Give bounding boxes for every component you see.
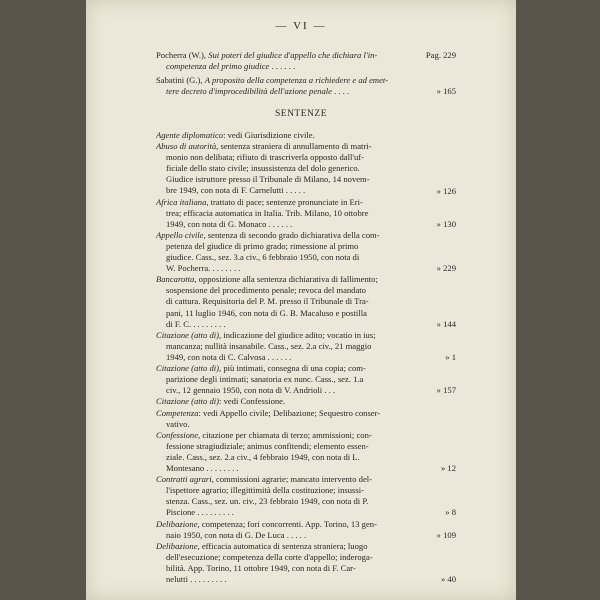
page-number: — VI — [275,20,327,32]
entry-heading: Agente diplomatico [156,130,224,140]
entry-text-line: fessione stragiudiziale; animus confitendi; elemento essen- [166,440,369,451]
entry-text-line: Piscione . . . . . . . . . [166,507,234,518]
sentenza-entry [156,430,520,474]
page-ref: » 1 [445,352,456,362]
page-ref: » 144 [436,318,456,329]
entry-text-line: l'ispettore agrario; illegittimità della costituzione; insussi- [166,485,364,496]
entry-text-line: , opposizione alla sentenza dichiarativa di fallimento; [194,274,378,285]
section-heading: SENTENZE [274,109,328,119]
page-ref: » 8 [445,507,456,518]
entry-author: Pocherra (W.), [156,50,207,60]
entry-text-line: : vedi Appello civile; Delibazione; Sequestro conser- [198,407,381,418]
sentenza-entry [156,396,520,407]
entry-heading: Delibazione [156,518,198,529]
sentenza-entry [156,519,520,541]
page-ref: » 229 [436,263,456,274]
entry-text-line: , citazione per chiamata di terzo; ammissioni; con- [198,429,372,440]
entry-text-line: di F. C. . . . . . . . . [166,318,226,329]
entry-heading: Competenza [156,407,199,418]
entry-heading: Confessione [156,429,199,440]
sentenza-entry [156,274,520,329]
entry-heading: Citazione (atto di) [156,396,220,407]
page-ref: » 157 [436,385,456,396]
page-ref: » 109 [436,529,456,540]
entry-heading: Delibazione [156,540,198,551]
entry-text-line: Giudice istruttore presso il Tribunale di Milano, 14 novem- [166,174,370,185]
entry-title-line: competenza del primo giudice [166,61,270,72]
book-page [86,0,516,600]
sentenza-entry [156,330,520,363]
entry-text-line: , sentenza di secondo grado dichiarativa della com- [203,229,380,240]
entry-text-line: vativo. [166,418,190,429]
entry-text-line: trea; efficacia automatica in Italia. Trib. Milano, 10 ottobre [166,207,369,218]
page-ref: » 165 [436,86,456,96]
entry-text-line: W. Pocherra. . . . . . . . [166,263,241,274]
entry-heading: Citazione (atto di) [156,363,220,374]
entry-text-line: , trattato di pace; sentenze pronunciate in Eri- [206,196,363,207]
entry-text-line: dell'esecuzione; competenza della corte d'appello; inderoga- [166,551,373,562]
entry-heading: Africa italiana [156,196,207,207]
entry-text-line: , efficacia automatica di sentenza straniera; luogo [197,540,368,551]
entry-text-line: bre 1949, con nota di F. Carnelutti . . . . . [166,185,306,196]
top-entry-sabatini [156,75,520,97]
entry-heading: Bancarotta [156,274,195,285]
entry-text-line: parizione degli intimati; sanatoria ex nunc. Cass., sez. 1.a [166,374,364,385]
entry-heading: Citazione (atto di) [156,329,220,340]
entry-text-line: pani, 11 luglio 1946, con nota di G. B. Macaluso e postilla [166,307,367,318]
entry-author: Sabatini (G.), [156,75,203,85]
entry-text-line: , più intimati, consegna di una copia; com- [219,363,366,374]
entry-text-line: bilità. App. Torino, 11 ottobre 1949, con nota di F. Car- [166,562,356,573]
entry-text-line: , competenza; fori concorrenti. App. Torino, 13 gen- [197,518,377,529]
entry-text-line: mancanza; nullità insanabile. Cass., sez. 2.a civ., 21 maggio [166,340,372,351]
entry-text-line: nelutti . . . . . . . . . [166,573,227,584]
entry-text-line: ficiale dello stato civile; insussistenza del dolo generico. [166,163,360,174]
entry-text-line: : vedi Confessione. [219,396,286,407]
page-ref: » 40 [440,574,456,584]
page-ref: » 12 [440,463,456,473]
sentenza-entry [156,474,520,518]
entry-text-line: di cattura. Requisitoria del P. M. presso il Tribunale di Tra- [166,296,369,307]
page-ref: » 126 [436,185,456,196]
entry-text-line: 1949, con nota di C. Calvosa . . . . . . [166,351,292,362]
leader-dots: . . . . . . [269,61,296,72]
entry-title-line: A proposito della competenza a richiedere e ad emet- [204,75,389,85]
sentenza-entry [156,130,520,141]
entry-text-line: : vedi Giurisdizione civile. [223,130,315,140]
sentenza-entry [156,197,520,230]
page-ref: » 130 [436,218,456,229]
entry-text-line: giudice. Cass., sez. 3.a civ., 6 febbraio 1950, con nota di [166,252,360,263]
entry-text-line: , sentenza straniera di annullamento di matri- [216,141,372,152]
entry-text-line: , indicazione del giudice adito; vocatio in ius; [219,329,376,340]
entry-text-line: sospensione del procedimento penale; revoca del mandato [166,285,366,296]
sentenza-entry [156,141,520,196]
entry-heading: Abuso di autorità [156,141,217,152]
entry-title-line: Sui poteri del giudice d'appello che dichiara l'in- [208,50,378,60]
leader-dots: . . . . [331,86,350,97]
entry-text-line: stenza. Cass., sez. un. civ., 23 febbraio 1949, con nota di P. [166,496,369,507]
top-entry-pocherra [156,50,520,72]
sentenza-entry [156,363,520,396]
entry-text-line: petenza del giudice di primo grado; rimessione al primo [166,240,359,251]
entry-text-line: ziale. Cass., sez. 2.a civ., 4 febbraio 1949, con nota di L. [166,451,360,462]
entry-text-line: Montesano . . . . . . . . [166,462,239,473]
entry-text-line: monio non delibata; rifiuto di trascriverla opposto dall'uf- [166,152,364,163]
sentenza-entry [156,230,520,274]
sentenza-entry [156,408,520,430]
entry-title-line: tere decreto d'improcedibilità dell'azione penale [166,86,332,97]
page-ref: Pag. 229 [425,50,456,60]
entry-heading: Appello civile [156,229,204,240]
entry-text-line: civ., 12 gennaio 1950, con nota di V. Andrioli . . . [166,385,336,396]
entry-text-line: naio 1950, con nota di G. De Luca . . . . . [166,529,307,540]
entry-text-line: , commissioni agrarie; mancato intervento del- [211,474,373,485]
sentenza-entry [156,541,520,585]
entry-text-line: 1949, con nota di G. Monaco . . . . . . [166,218,293,229]
entry-heading: Contratti agrari [156,474,212,485]
